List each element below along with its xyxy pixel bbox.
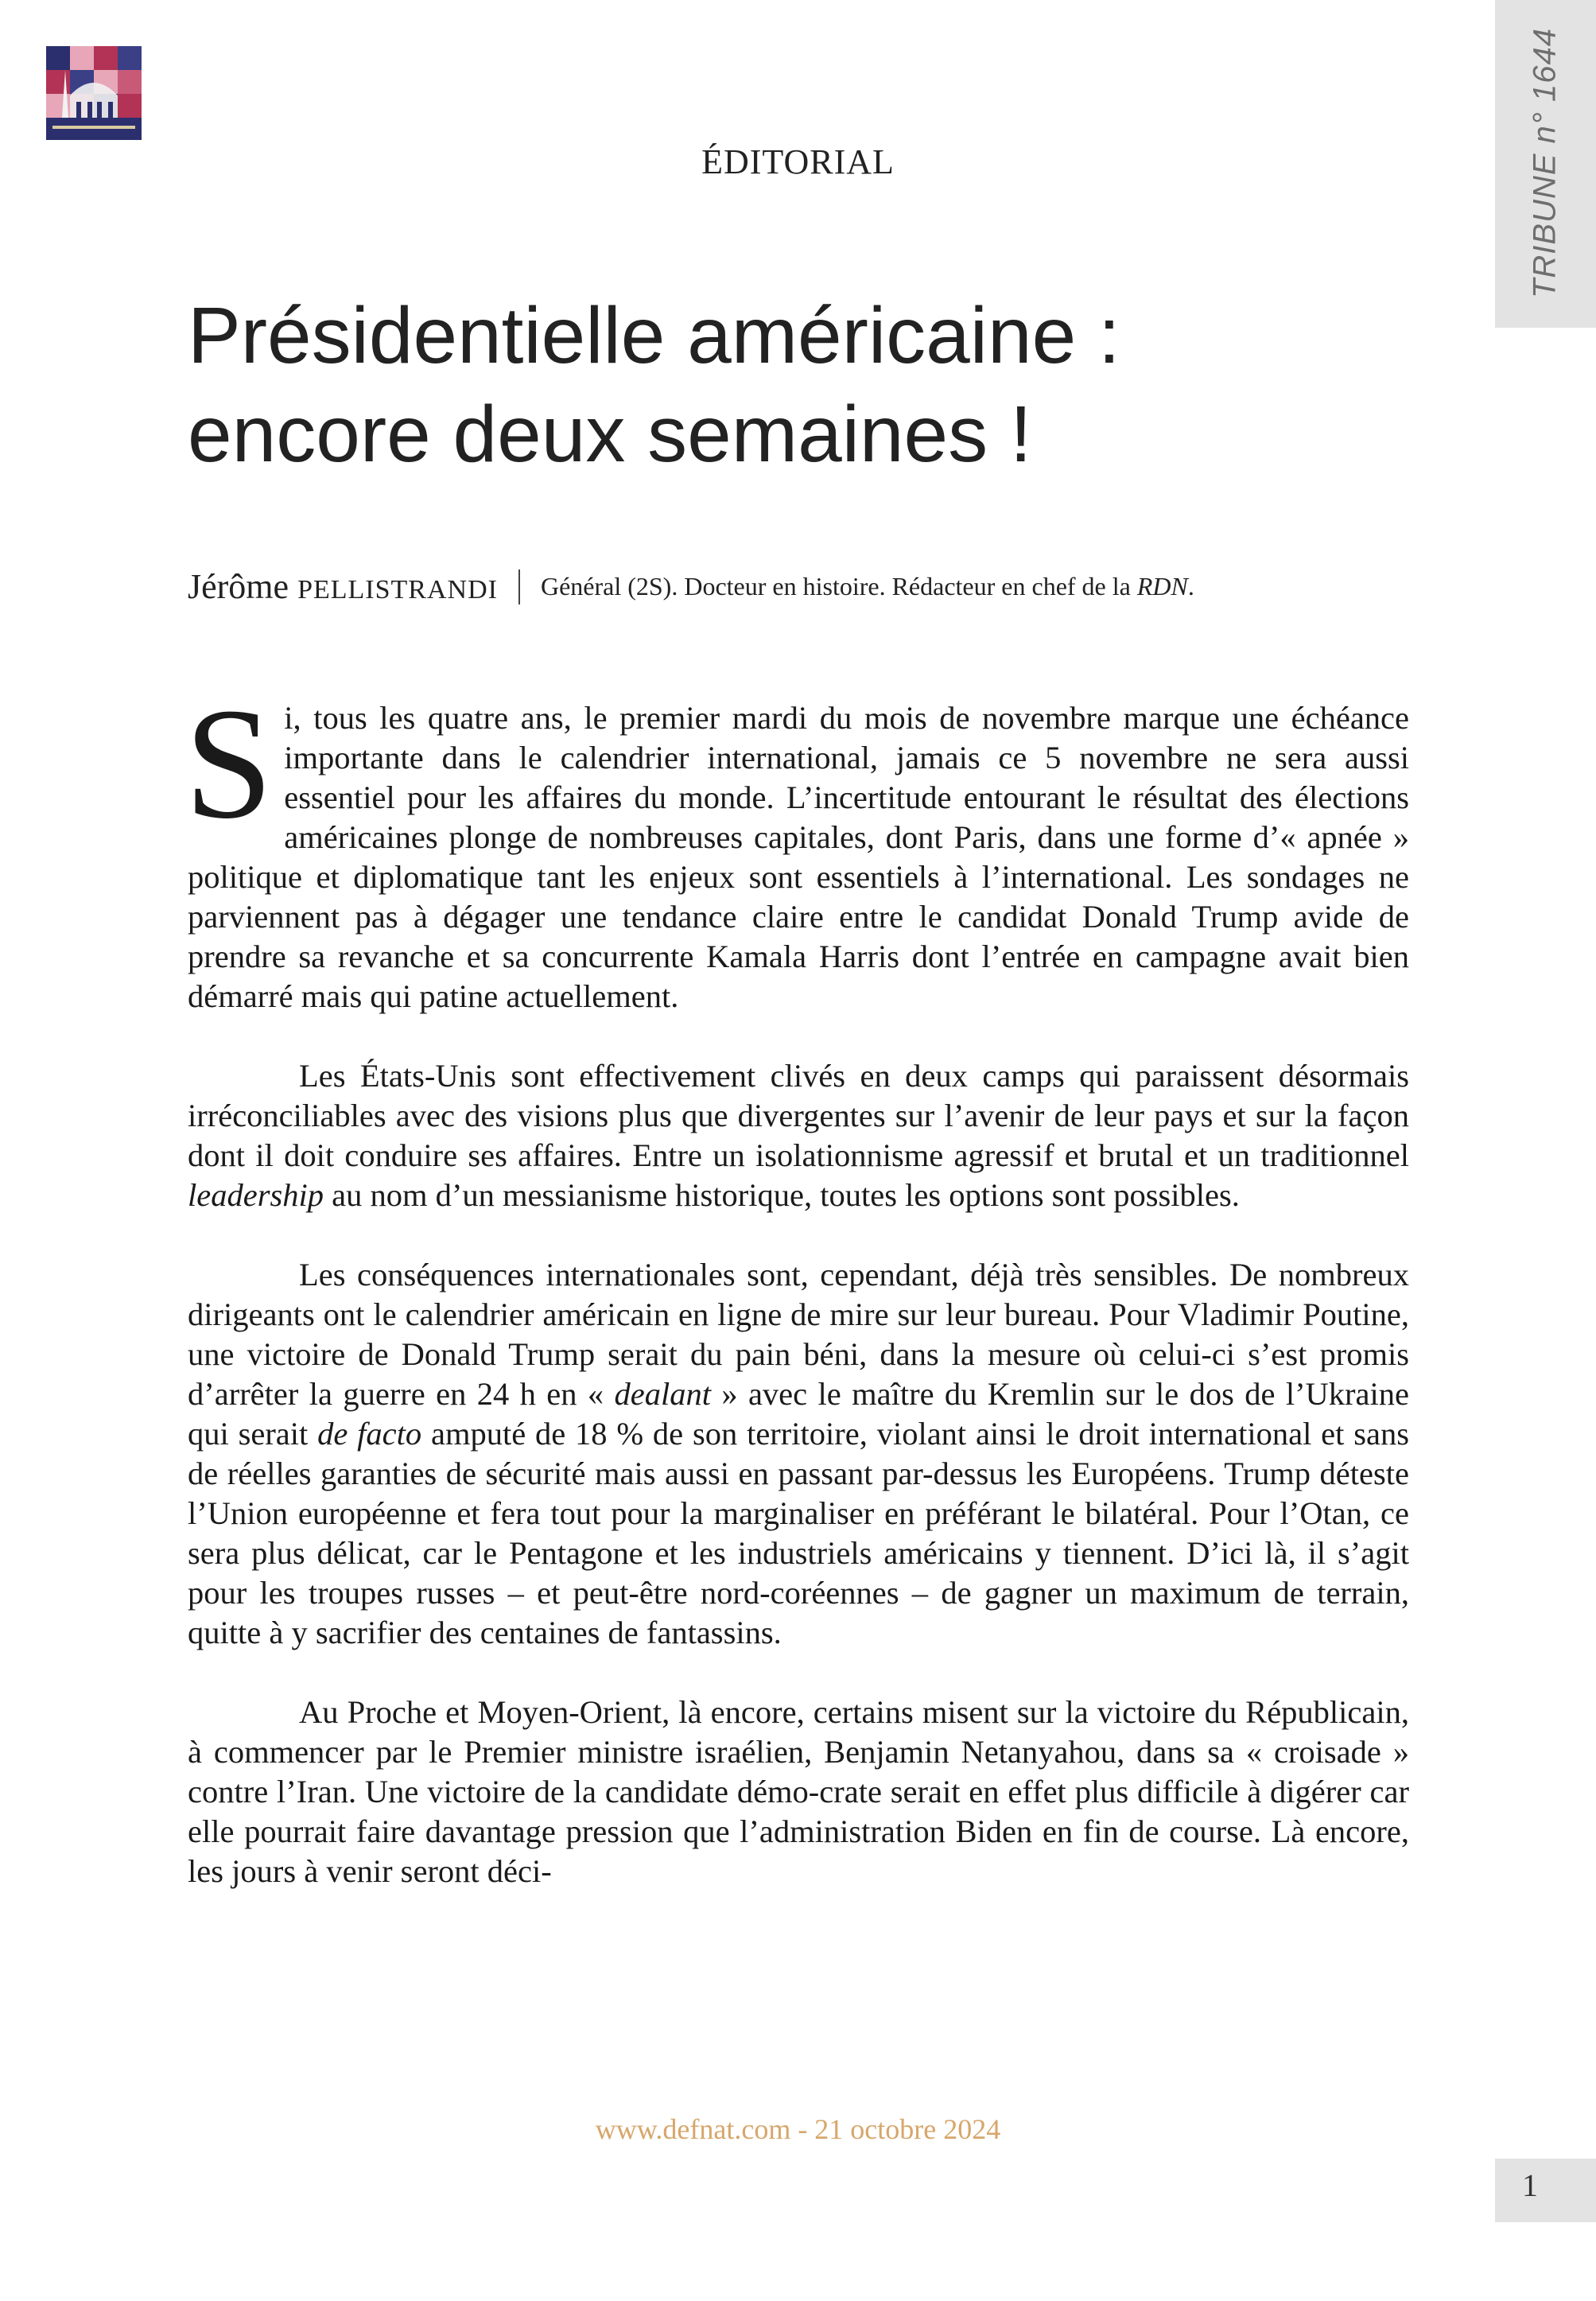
section-label: ÉDITORIAL (701, 142, 895, 181)
paragraph-3-c: amputé de 18 % de son territoire, violant ainsi le droit international et sans de réelles garanties de sécurité mais aussi en passant par-dessus les Européens. Trump déteste l’Union européenne et fera tout pour la marginaliser en préférant le bilatéral. Pour l’Otan, ce sera plus délicat, car le Pentagone et les industriels américains y tiennent. D’ici là, il s’agit pour les troupes russes – et peut-être nord-coréennes – de gagner un maximum de terrain, quitte à y sacrifier des centaines de fantassins. (188, 1416, 1409, 1650)
byline-separator (518, 569, 520, 604)
paragraph-3 (188, 1255, 1409, 1653)
author-description-prefix: Général (2S). Docteur en histoire. Rédacteur en chef de la (540, 572, 1137, 601)
article-body (184, 676, 1409, 1931)
drop-cap: S (184, 676, 274, 852)
paragraph-1 (184, 676, 1409, 1016)
paragraph-4 (188, 1693, 1409, 1891)
author-description (541, 572, 1194, 601)
paragraph-4-text: Au Proche et Moyen-Orient, là encore, certains misent sur la victoire du Républicain, à commencer par le Premier ministre israélien, Benjamin Netanyahou, dans sa « croisade » contre l’Iran. Une victoire de la candidate démo-crate serait en effet plus difficile à digérer car elle pourrait faire davantage pression que l’administration Biden en fin de course. Là encore, les jours à venir seront déci- (188, 1694, 1409, 1889)
author-description-rdn: RDN (1136, 572, 1188, 601)
author-description-suffix: . (1187, 572, 1194, 601)
paragraph-3-b: » avec le maître du Kremlin sur le dos de l’Ukraine qui serait (188, 1376, 1409, 1452)
paragraph-2-em: leadership (188, 1177, 324, 1213)
paragraph-3-a: Les conséquences internationales sont, cependant, déjà très sensibles. De nombreux dirigeants ont le calendrier américain en ligne de mire sur leur bureau. Pour Vladimir Poutine, une victoire de Donald Trump serait du pain béni, dans la mesure où celui-ci s’est promis d’arrêter la guerre en 24 h en « (188, 1257, 1409, 1412)
paragraph-3-em-1: dealant (614, 1376, 711, 1412)
page-number-tab (1495, 2159, 1596, 2222)
page-number: 1 (1522, 2167, 1538, 2203)
byline (188, 566, 1460, 607)
publication-logo (46, 46, 142, 140)
author-first-name: Jérôme (188, 567, 289, 606)
paragraph-2 (188, 1056, 1409, 1215)
paragraph-3-em-2: de facto (317, 1416, 422, 1452)
title-line-2: encore deux semaines ! (188, 390, 1032, 479)
footer-url-date: www.defnat.com - 21 octobre 2024 (595, 2113, 1001, 2145)
paragraph-1-text: i, tous les quatre ans, le premier mardi du mois de novembre marque une échéance importante dans le calendrier international, jamais ce 5 novembre ne sera aussi essentiel pour les affaires du monde. L’incertitude entourant le résultat des élections américaines plonge de nombreuses capitales, dont Paris, dans une forme d’« apnée » politique et diplomatique tant les enjeux sont essentiels à l’international. Les sondages ne parviennent pas à dégager une tendance claire entre le candidat Donald Trump avide de prendre sa revanche et sa concurrente Kamala Harris dont l’entrée en campagne avait bien démarré mais qui patine actuellement. (188, 700, 1409, 1014)
title-line-1: Présidentielle américaine : (188, 291, 1120, 380)
author-last-name: PELLISTRANDI (297, 575, 498, 604)
author-name (188, 566, 498, 607)
paragraph-2-a: Les États-Unis sont effectivement clivés en deux camps qui paraissent désormais irréconciliables avec des visions plus que divergentes sur l’avenir de leur pays et sur la façon dont il doit conduire ses affaires. Entre un isolationnisme agressif et brutal et un traditionnel (188, 1058, 1409, 1173)
article-title (188, 286, 1460, 484)
logo-image (46, 46, 142, 140)
issue-label: TRIBUNE n° 1644 (1527, 27, 1563, 299)
paragraph-2-b: au nom d’un messianisme historique, toutes les options sont possibles. (323, 1177, 1240, 1213)
